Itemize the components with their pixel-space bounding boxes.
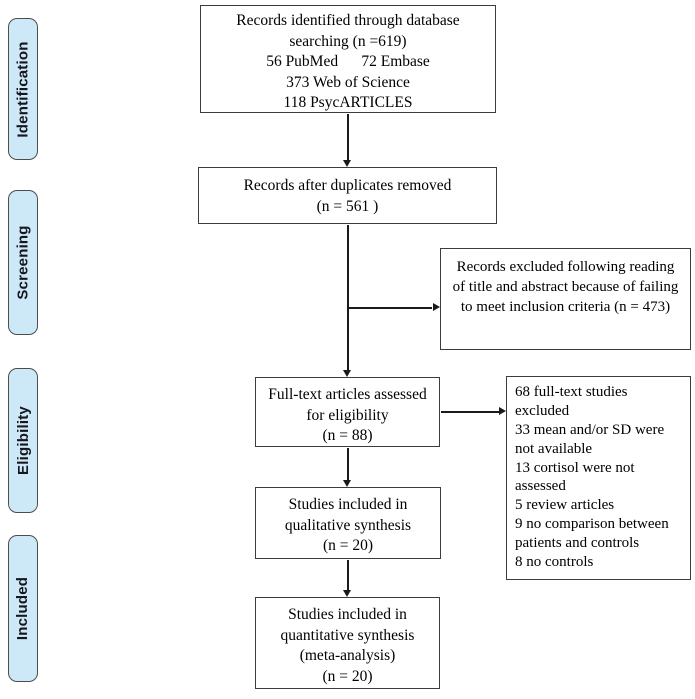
- stage-identification-label: Identification: [14, 40, 32, 138]
- box-qualitative-synthesis: Studies included in qualitative synthesis (n = 20): [255, 487, 441, 559]
- arrow-qualitative-to-quantitative: [347, 560, 349, 591]
- stage-included-label: Included: [14, 576, 32, 641]
- box-fulltext-excluded-reasons: 68 full-text studies excluded 33 mean and/or SD were not available 13 cortisol were not assessed 5 review articles 9 no comparison between patients and controls 8 no controls: [506, 376, 691, 580]
- arrowhead-down-icon: [343, 480, 351, 487]
- box-duplicates-removed: Records after duplicates removed (n = 561 ): [198, 167, 497, 224]
- stage-screening: [8, 190, 38, 335]
- box-fulltext-assessed: Full-text articles assessed for eligibility (n = 88): [255, 377, 440, 447]
- arrowhead-right-icon: [433, 303, 440, 311]
- box-quantitative-synthesis: Studies included in quantitative synthesis (meta-analysis) (n = 20): [255, 597, 440, 689]
- arrow-duplicates-to-fulltext: [347, 225, 349, 370]
- stage-eligibility-label: Eligibility: [14, 406, 32, 475]
- arrow-fulltext-to-qualitative: [347, 448, 349, 481]
- stage-eligibility: [8, 368, 38, 513]
- stage-identification: [8, 18, 38, 160]
- arrow-identified-to-duplicates: [347, 114, 349, 160]
- box-records-excluded-screening: Records excluded following reading of title and abstract because of failing to meet inclusion criteria (n = 473): [440, 248, 691, 350]
- box-records-identified: Records identified through database searching (n =619) 56 PubMed 72 Embase 373 Web of Science 118 PsycARTICLES: [200, 5, 496, 113]
- arrowhead-down-icon: [343, 160, 351, 167]
- arrowhead-down-icon: [343, 590, 351, 597]
- stage-included: [8, 535, 38, 682]
- stage-screening-label: Screening: [14, 225, 32, 300]
- arrowhead-down-icon: [343, 370, 351, 377]
- arrowhead-right-icon: [499, 407, 506, 415]
- arrow-fulltext-to-excluded-reasons: [441, 411, 499, 413]
- arrow-branch-to-excluded-screening: [347, 307, 432, 309]
